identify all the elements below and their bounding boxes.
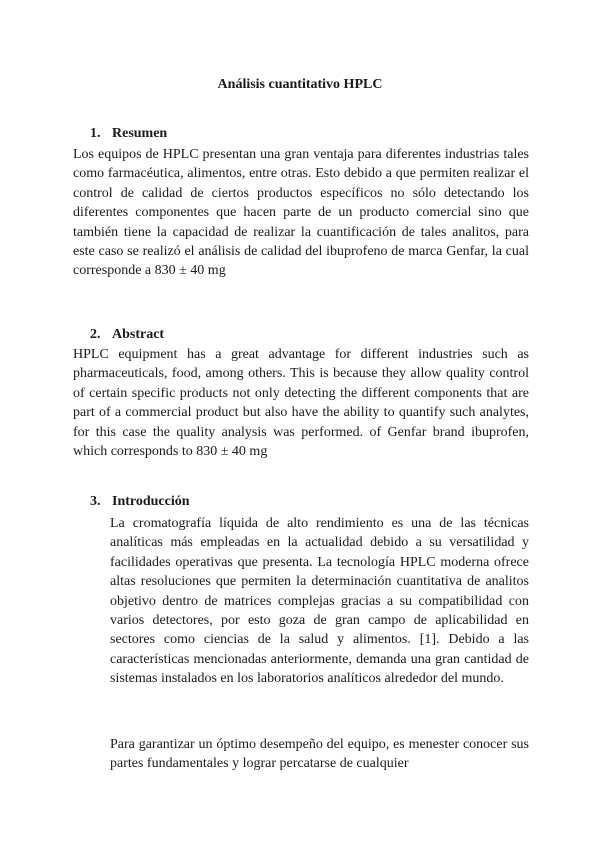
abstract-paragraph: HPLC equipment has a great advantage for different industries such as pharmaceuticals, food, among others. This is because they allow quality control of certain specific products not only detecting the different components that are part of a commercial product but also have the ability to quantify such analytes, for this case the quality analysis was performed. of Genfar brand ibuprofen, which corresponds to 830 ± 40 mg [73, 347, 529, 460]
introduccion-paragraph-2: Para garantizar un óptimo desempeño del equipo, es menester conocer sus partes fundamentales y lograr percatarse de cualquier [110, 737, 529, 772]
section-title: Introducción [112, 494, 190, 509]
section-title: Resumen [112, 126, 168, 141]
section-heading-resumen [90, 125, 167, 143]
section-number: 1. [90, 126, 101, 141]
resumen-paragraph: Los equipos de HPLC presentan una gran ventaja para diferentes industrias tales como farmacéutica, alimentos, entre otras. Esto debido a que permiten realizar el control de calidad de ciertos productos específicos no sólo detectando los diferentes componentes que hacen parte de un producto comercial sino que también tiene la capacidad de realizar la cuantificación de tales analitos, para este caso se realizó el análisis de calidad del ibuprofeno de marca Genfar, la cual corresponde a 830 ± 40 mg [73, 147, 529, 279]
document-title: Análisis cuantitativo HPLC [217, 77, 383, 92]
section-title: Abstract [112, 327, 165, 342]
section-heading-introduccion [90, 493, 190, 511]
section-heading-abstract [90, 326, 164, 344]
introduccion-paragraph-1: La cromatografía líquida de alto rendimiento es una de las técnicas analíticas más empleadas en la actualidad debido a su versatilidad y facilidades operativas que presenta. La tecnología HPLC moderna ofrece altas resoluciones que permiten la determinación cuantitativa de analitos objetivo dentro de matrices complejas gracias a su compatibilidad con varios detectores, por esto goza de gran campo de aplicabilidad en sectores como ciencias de la salud y alimentos. [1]. Debido a las características mencionadas anteriormente, demanda una gran cantidad de sistemas instalados en los laboratorios analíticos alrededor del mundo. [110, 516, 529, 687]
section-number: 2. [90, 327, 101, 342]
section-number: 3. [90, 494, 101, 509]
